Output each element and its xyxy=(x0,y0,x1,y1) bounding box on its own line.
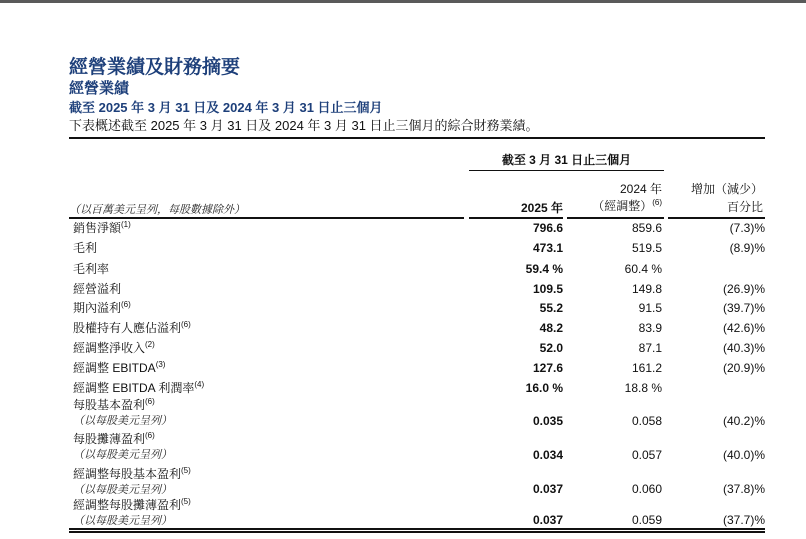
group-header-underline xyxy=(469,170,664,171)
value-2024: 60.4 % xyxy=(624,262,662,276)
value-change: (37.7)% xyxy=(722,513,765,527)
value-change: (39.7)% xyxy=(722,301,765,315)
value-2024: 83.9 xyxy=(638,321,662,335)
footnote-marker: (6) xyxy=(145,397,155,406)
row-label-text: 毛利 xyxy=(73,241,98,255)
value-2024: 859.6 xyxy=(631,221,662,235)
footnote-marker: (6) xyxy=(145,431,155,440)
row-label-text: 股權持有人應佔溢利 xyxy=(73,321,182,335)
unit-note: （以百萬美元呈列，每股數據除外） xyxy=(69,203,245,216)
value-2024: 87.1 xyxy=(638,341,662,355)
row-label xyxy=(73,467,191,481)
row-label xyxy=(73,301,131,315)
value-2025: 0.034 xyxy=(532,448,563,462)
value-2024: 0.057 xyxy=(631,448,662,462)
footnote-marker: (3) xyxy=(155,360,166,369)
footnote-marker: (1) xyxy=(121,220,131,229)
row-label-text: 經調整 EBITDA 利潤率 xyxy=(73,381,195,395)
row-label xyxy=(73,282,121,296)
intro-text: 下表概述截至 2025 年 3 月 31 日及 2024 年 3 月 31 日止三個月的綜合財務業績。 xyxy=(69,118,539,133)
row-label xyxy=(73,381,204,395)
row-label-text: 每股攤薄盈利 xyxy=(73,432,146,446)
value-2025: 55.2 xyxy=(539,301,563,315)
header-2024-adjusted: （經調整）$^{(6)}$ xyxy=(592,198,662,213)
page-title: 經營業績及財務摘要 xyxy=(69,57,241,78)
value-2024: 0.059 xyxy=(631,513,662,527)
value-2024: 519.5 xyxy=(631,241,662,255)
header-2024-year: 2024 年 xyxy=(619,182,662,196)
value-change: (37.8)% xyxy=(722,482,765,496)
value-change: (42.6)% xyxy=(722,321,765,335)
row-label xyxy=(73,221,131,235)
footnote-marker: (6) xyxy=(121,300,131,309)
row-label xyxy=(73,361,165,375)
footnote-marker: (4) xyxy=(194,380,205,389)
header-2025: 2025 年 xyxy=(520,201,563,215)
value-2025: 16.0 % xyxy=(525,381,563,395)
value-2025: 473.1 xyxy=(532,241,563,255)
row-label-text: 經調整淨收入 xyxy=(73,341,146,355)
row-label-text: 銷售淨額 xyxy=(73,221,122,235)
row-sublabel: （以每股美元呈列） xyxy=(73,483,172,496)
table-top-rule xyxy=(69,137,765,139)
row-label-text: 毛利率 xyxy=(73,262,110,276)
row-label xyxy=(73,432,155,446)
footnote-marker: (2) xyxy=(145,340,155,349)
value-change: (26.9)% xyxy=(722,282,765,296)
row-label xyxy=(73,262,109,276)
value-2024: 18.8 % xyxy=(624,381,662,395)
value-change: (40.2)% xyxy=(722,414,765,428)
group-header: 截至 3 月 31 日止三個月 xyxy=(501,153,632,167)
row-label xyxy=(73,498,191,512)
value-2024: 0.058 xyxy=(631,414,662,428)
header-rule-change xyxy=(668,217,765,219)
header-rule-2024 xyxy=(567,217,664,219)
header-rule-label xyxy=(69,217,464,219)
footnote-marker: (5) xyxy=(181,466,191,475)
value-2024: 161.2 xyxy=(631,361,662,375)
value-2024: 149.8 xyxy=(631,282,662,296)
table-bottom-rule-2 xyxy=(69,531,765,533)
value-change: (8.9)% xyxy=(729,241,765,255)
header-change: 增加（減少） xyxy=(690,182,763,196)
value-change: (40.3)% xyxy=(722,341,765,355)
value-2025: 0.035 xyxy=(532,414,563,428)
row-sublabel: （以每股美元呈列） xyxy=(73,414,172,427)
footnote-marker: (6) xyxy=(181,320,191,329)
value-2024: 91.5 xyxy=(638,301,662,315)
row-label-text: 經營溢利 xyxy=(73,282,122,296)
value-2025: 59.4 % xyxy=(525,262,563,276)
row-label xyxy=(73,321,191,335)
row-label-text: 經調整每股攤薄盈利 xyxy=(73,498,182,512)
row-sublabel: （以每股美元呈列） xyxy=(73,448,172,461)
value-change: (7.3)% xyxy=(729,221,765,235)
section-title: 經營業績 xyxy=(69,80,130,97)
row-label xyxy=(73,341,155,355)
value-2024: 0.060 xyxy=(631,482,662,496)
value-2025: 52.0 xyxy=(539,341,563,355)
value-change: (40.0)% xyxy=(722,448,765,462)
header-rule-2025 xyxy=(469,217,563,219)
value-2025: 0.037 xyxy=(532,513,563,527)
row-label-text: 經調整每股基本盈利 xyxy=(73,467,182,481)
value-2025: 796.6 xyxy=(532,221,563,235)
row-sublabel: （以每股美元呈列） xyxy=(73,514,172,527)
value-2025: 109.5 xyxy=(532,282,563,296)
table-bottom-rule-1 xyxy=(69,528,765,530)
value-2025: 0.037 xyxy=(532,482,563,496)
row-label xyxy=(73,241,97,255)
period-heading: 截至 2025 年 3 月 31 日及 2024 年 3 月 31 日止三個月 xyxy=(69,100,383,115)
footnote-marker: (5) xyxy=(181,497,191,506)
row-label-text: 每股基本盈利 xyxy=(73,398,146,412)
value-2025: 48.2 xyxy=(539,321,563,335)
row-label xyxy=(73,398,155,412)
top-border xyxy=(0,0,806,3)
value-2025: 127.6 xyxy=(532,361,563,375)
row-label-text: 期內溢利 xyxy=(73,301,122,315)
value-change: (20.9)% xyxy=(722,361,765,375)
header-percent: 百分比 xyxy=(726,200,763,214)
row-label-text: 經調整 EBITDA xyxy=(73,361,156,375)
